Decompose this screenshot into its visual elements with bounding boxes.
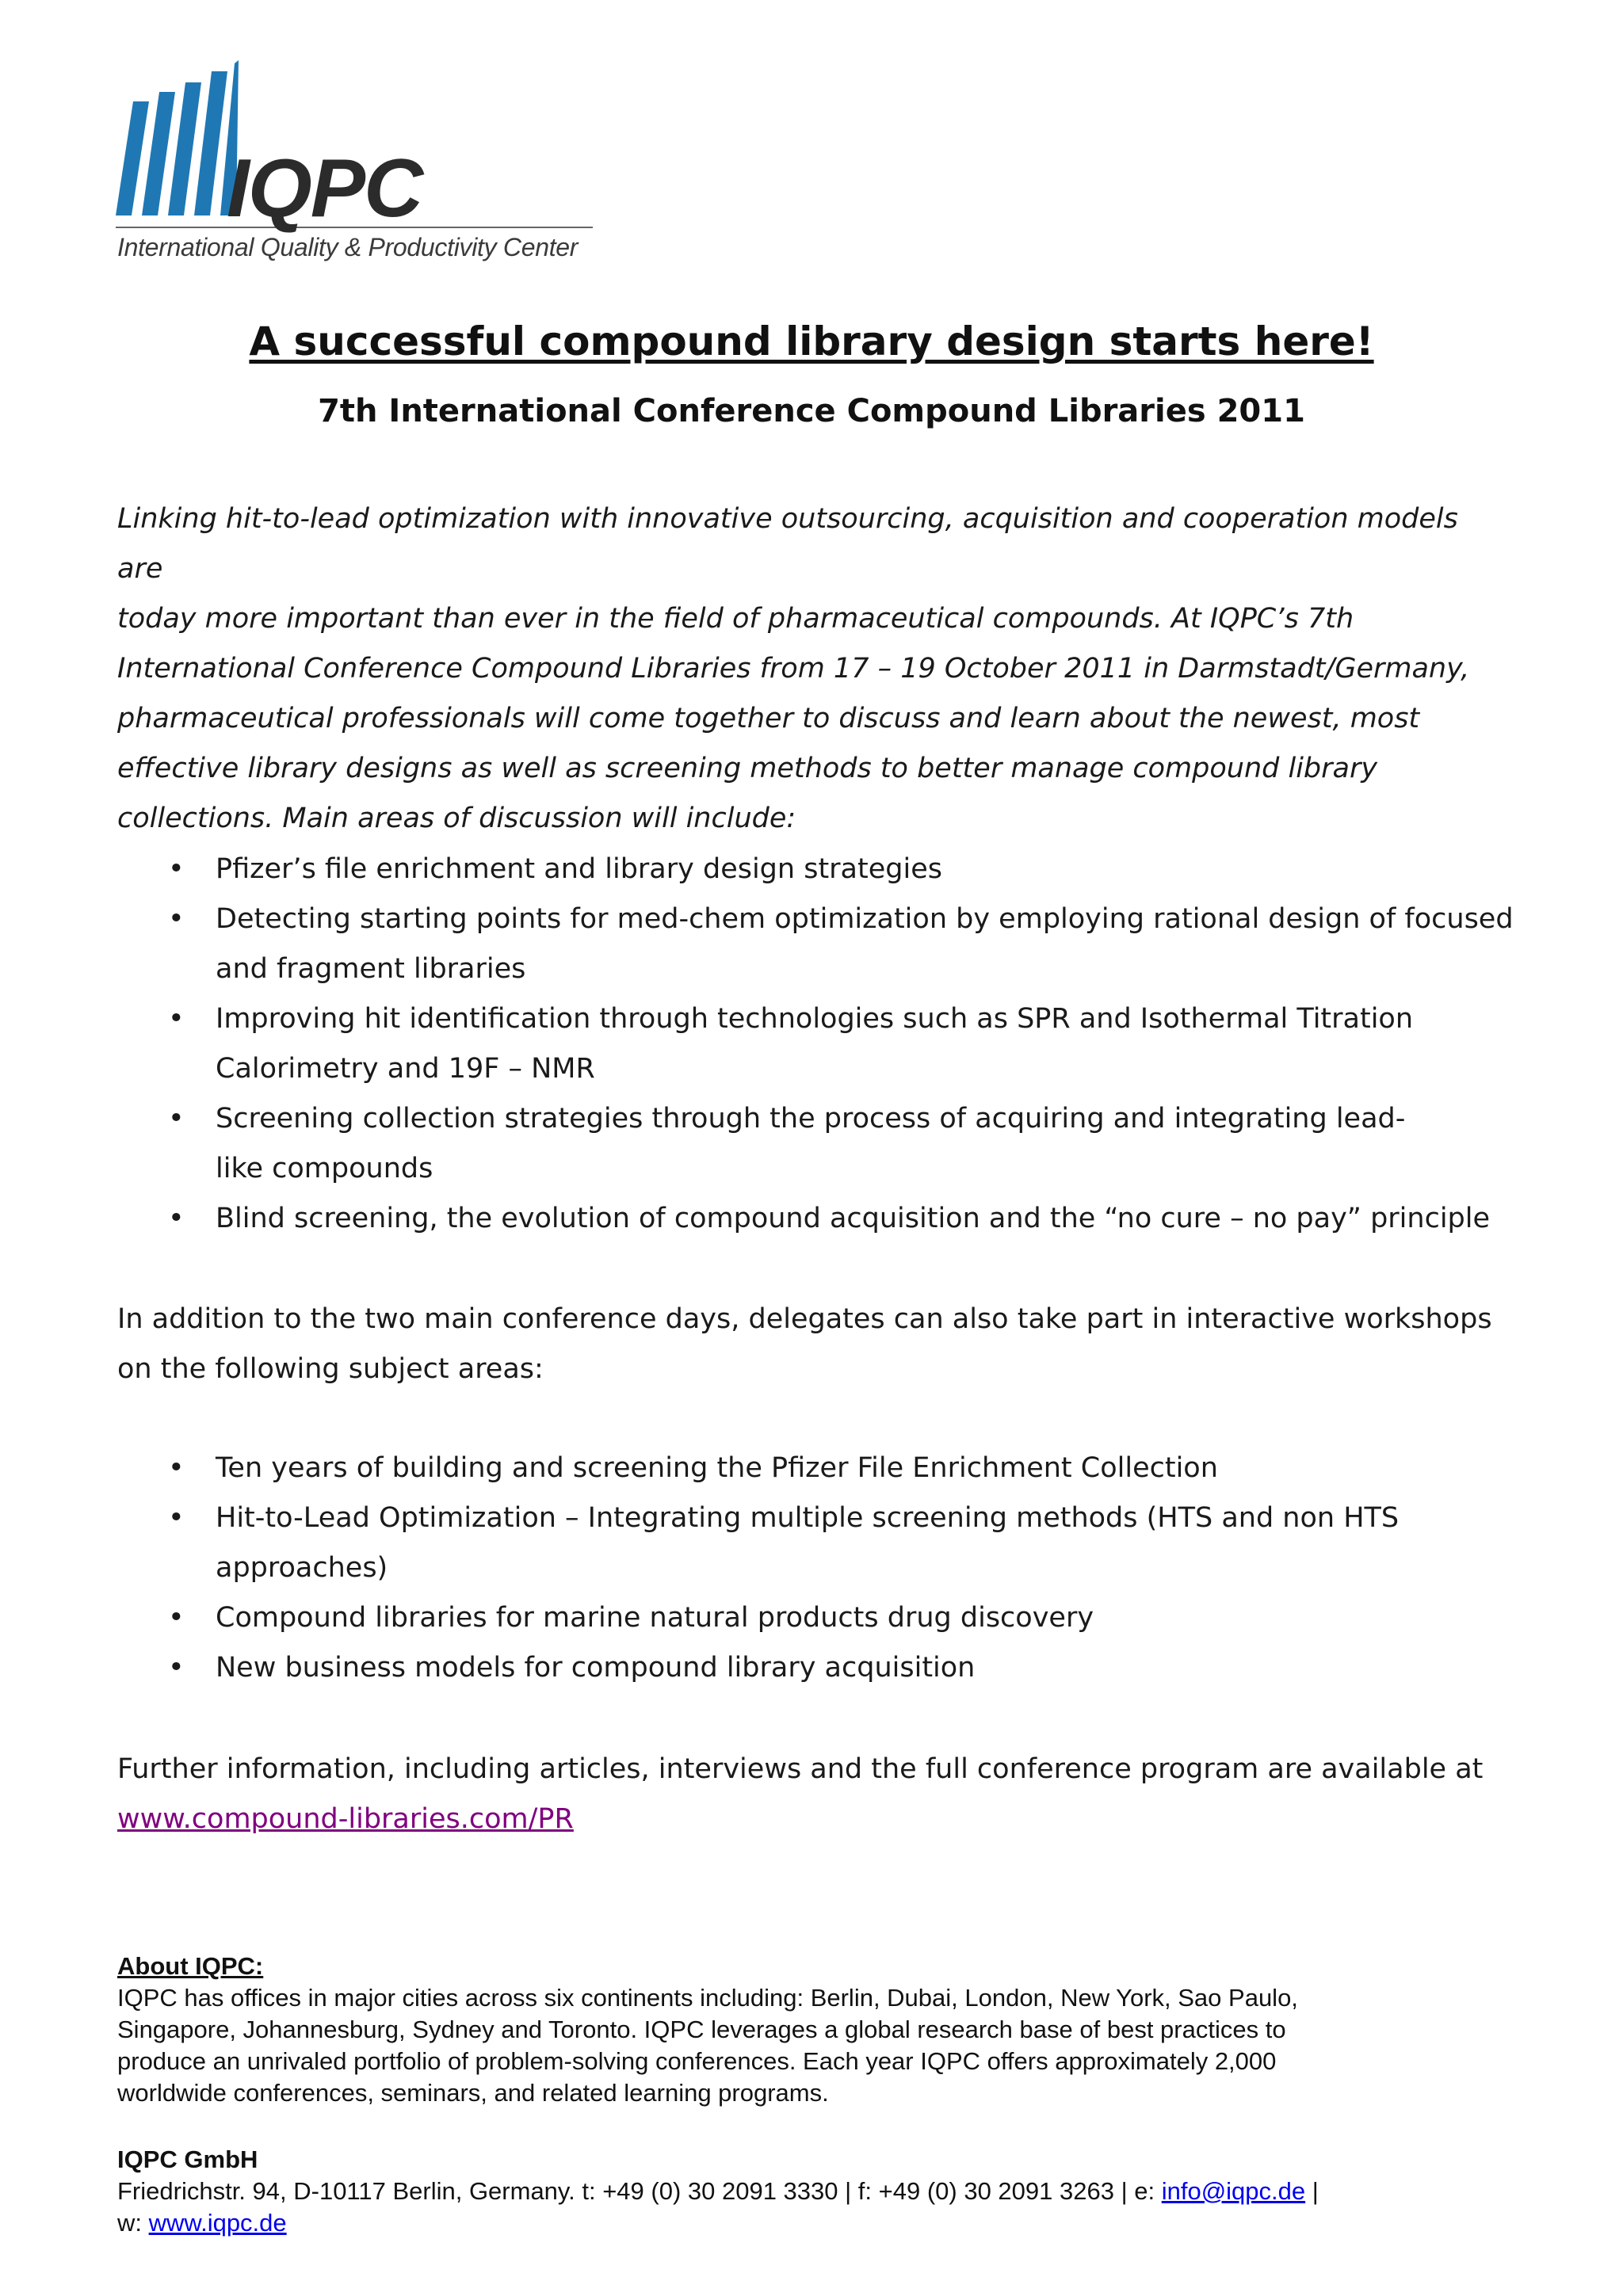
- intro-line: effective library designs as well as screening methods to better manage compound library: [117, 753, 1378, 784]
- list-item-line: approaches): [216, 1552, 388, 1584]
- list-item: [117, 1194, 1520, 1244]
- workshop-topics-list: [117, 1444, 1520, 1693]
- list-item: [117, 1593, 1520, 1643]
- web-prefix: w:: [117, 2209, 149, 2237]
- workshops-intro-paragraph: [117, 1295, 1512, 1394]
- company-address: Friedrichstr. 94, D-10117 Berlin, Germany. t: +49 (0) 30 2091 3330 | f: +49 (0) 30 2091 3263 | e:: [117, 2177, 1162, 2205]
- about-line: Singapore, Johannesburg, Sydney and Toronto. IQPC leverages a global research base of best practices to: [117, 2016, 1286, 2043]
- bullet-glyph: •: [168, 1003, 185, 1035]
- about-line: IQPC has offices in major cities across six continents including: Berlin, Dubai, London, New York, Sao Paulo,: [117, 1984, 1298, 2012]
- bullet-glyph: •: [168, 903, 185, 935]
- company-web-line: [117, 2207, 1544, 2239]
- page-subheadline: 7th International Conference Compound Libraries 2011: [318, 393, 1305, 429]
- list-item-line: Detecting starting points for med-chem optimization by employing rational design of focused: [216, 903, 1514, 935]
- list-item: [117, 1094, 1520, 1194]
- bullet-glyph: •: [168, 1203, 185, 1234]
- list-item-line: Improving hit identification through technologies such as SPR and Isothermal Titration: [216, 1003, 1414, 1035]
- list-item-line: Screening collection strategies through the process of acquiring and integrating lead-: [216, 1103, 1406, 1135]
- bullet-glyph: •: [168, 1602, 185, 1634]
- list-item-line: like compounds: [216, 1153, 433, 1184]
- further-info-paragraph: [117, 1745, 1512, 1844]
- list-item: [117, 1643, 1520, 1693]
- intro-line: International Conference Compound Libraries from 17 – 19 October 2011 in Darmstadt/Germany,: [117, 653, 1470, 685]
- list-item: [117, 1444, 1520, 1493]
- paragraph-line: In addition to the two main conference days, delegates can also take part in interactive workshops: [117, 1303, 1492, 1335]
- further-info-text: Further information, including articles, interviews and the full conference program are available at: [117, 1753, 1484, 1785]
- bullet-glyph: •: [168, 1652, 185, 1684]
- about-title: About IQPC:: [117, 1952, 264, 1980]
- discussion-topics-list: [117, 845, 1520, 1244]
- page-headline: A successful compound library design starts here!: [249, 318, 1374, 364]
- logo-wordmark: IQPC: [227, 143, 422, 235]
- intro-line: pharmaceutical professionals will come together to discuss and learn about the newest, most: [117, 703, 1420, 734]
- bullet-glyph: •: [168, 1452, 185, 1484]
- about-line: worldwide conferences, seminars, and related learning programs.: [117, 2079, 829, 2107]
- list-item: [117, 1493, 1520, 1593]
- about-line: produce an unrivaled portfolio of problem-solving conferences. Each year IQPC offers approximately 2,000: [117, 2047, 1277, 2075]
- bullet-glyph: •: [168, 1502, 185, 1534]
- separator: |: [1305, 2177, 1319, 2205]
- website-link[interactable]: www.iqpc.de: [148, 2209, 287, 2237]
- company-name: IQPC GmbH: [117, 2145, 258, 2173]
- intro-line: today more important than ever in the field of pharmaceutical compounds. At IQPC’s 7th: [117, 603, 1354, 635]
- intro-line: collections. Main areas of discussion will include:: [117, 803, 796, 834]
- list-item-line: New business models for compound library acquisition: [216, 1652, 976, 1684]
- intro-line: Linking hit-to-lead optimization with innovative outsourcing, acquisition and cooperation models are: [117, 503, 1458, 585]
- list-item-line: Calorimetry and 19F – NMR: [216, 1053, 595, 1085]
- list-item-line: Hit-to-Lead Optimization – Integrating multiple screening methods (HTS and non HTS: [216, 1502, 1400, 1534]
- bullet-glyph: •: [168, 1103, 185, 1135]
- list-item-line: Ten years of building and screening the Pfizer File Enrichment Collection: [216, 1452, 1218, 1484]
- intro-paragraph: [117, 494, 1512, 844]
- company-contact: [117, 2144, 1544, 2239]
- list-item: [117, 845, 1520, 894]
- list-item-line: Compound libraries for marine natural products drug discovery: [216, 1602, 1094, 1634]
- paragraph-line: on the following subject areas:: [117, 1353, 544, 1385]
- list-item-line: Blind screening, the evolution of compound acquisition and the “no cure – no pay” principle: [216, 1203, 1491, 1234]
- list-item: [117, 994, 1520, 1094]
- iqpc-logo: [116, 60, 599, 274]
- conference-website-link[interactable]: www.compound-libraries.com/PR: [117, 1803, 574, 1835]
- list-item-line: and fragment libraries: [216, 953, 526, 985]
- bullet-glyph: •: [168, 853, 185, 885]
- company-address-line: [117, 2176, 1544, 2207]
- email-link[interactable]: info@iqpc.de: [1161, 2177, 1306, 2205]
- list-item-line: Pfizer’s file enrichment and library design strategies: [216, 853, 942, 885]
- logo-tagline: International Quality & Productivity Center: [117, 233, 579, 261]
- list-item: [117, 894, 1520, 994]
- about-section: [117, 1951, 1512, 2109]
